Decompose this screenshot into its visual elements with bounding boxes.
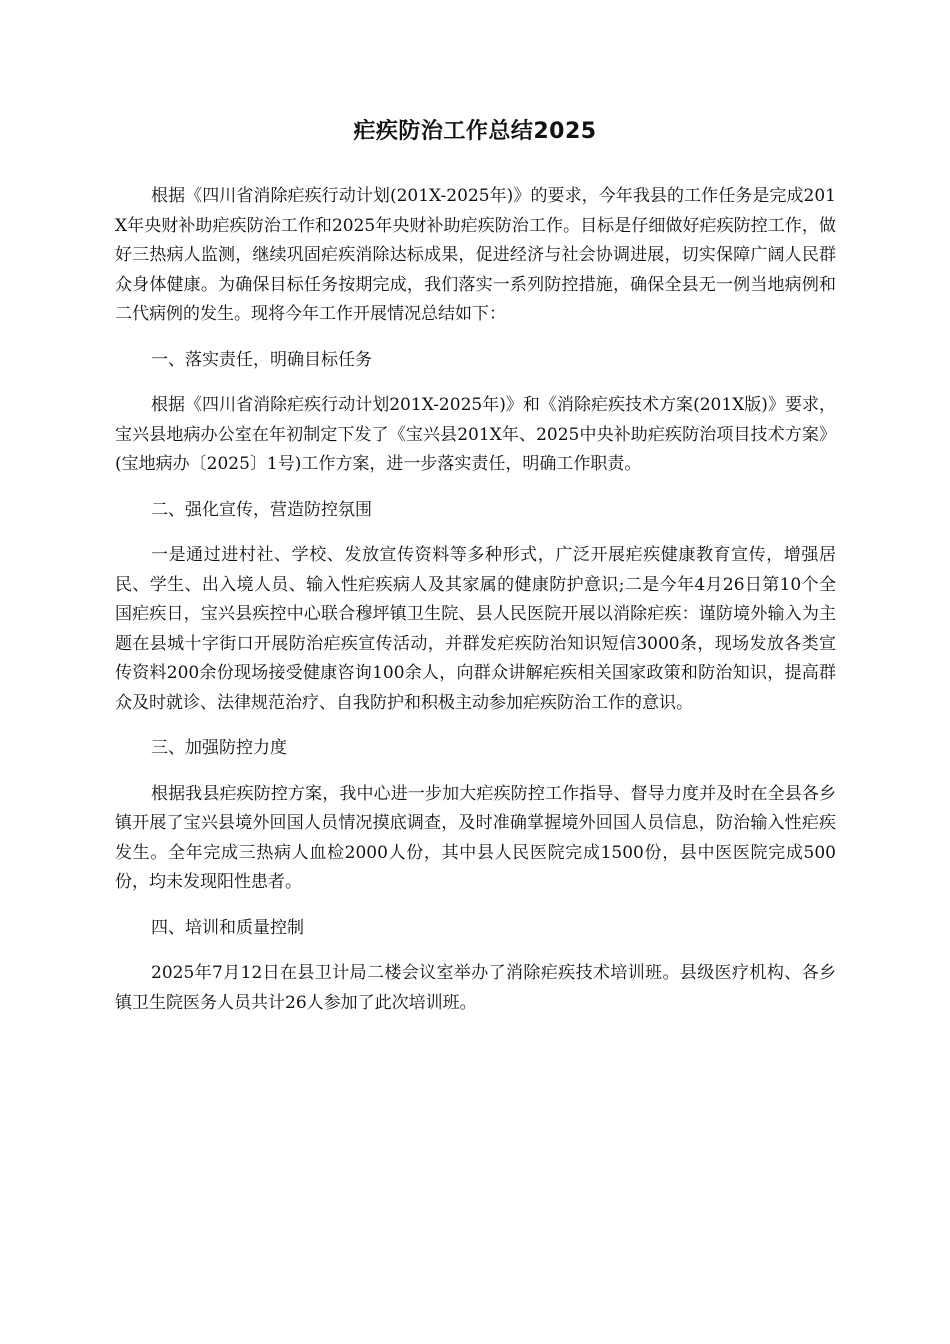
section-4-paragraph: 2025年7月12日在县卫计局二楼会议室举办了消除疟疾技术培训班。县级医疗机构、各乡镇卫生院医务人员共计26人参加了此次培训班。 <box>115 963 836 1013</box>
section-heading-1: 一、落实责任，明确目标任务 <box>151 349 372 370</box>
section-2-paragraph: 一是通过进村社、学校、发放宣传资料等多种形式，广泛开展疟疾健康教育宣传，增强居民、学生、出入境人员、输入性疟疾病人及其家属的健康防护意识;二是今年4月26日第10个全国疟疾日，宝兴县疾控中心联合穆坪镇卫生院、县人民医院开展以消除疟疾：谨防境外输入为主题在县城十字街口开展防治疟疾宣传活动，并群发疟疾防治知识短信3000条，现场发放各类宣传资料200余份现场接受健康咨询100余人，向群众讲解疟疾相关国家政策和防治知识，提高群众及时就诊、法律规范治疗、自我防护和积极主动参加疟疾防治工作的意识。 <box>115 545 836 713</box>
section-1-paragraph: 根据《四川省消除疟疾行动计划201X-2025年)》和《消除疟疾技术方案(201X版)》要求，宝兴县地病办公室在年初制定下发了《宝兴县201X年、2025中央补助疟疾防治项目技术方案》(宝地病办〔2025〕1号)工作方案，进一步落实责任，明确工作职责。 <box>115 395 836 474</box>
section-3-paragraph: 根据我县疟疾防控方案，我中心进一步加大疟疾防控工作指导、督导力度并及时在全县各乡镇开展了宝兴县境外回国人员情况摸底调查，及时准确掌握境外回国人员信息，防治输入性疟疾发生。全年完成三热病人血检2000人份，其中县人民医院完成1500份，县中医医院完成500份，均未发现阳性患者。 <box>115 783 836 892</box>
section-heading-3: 三、加强防控力度 <box>151 738 287 758</box>
intro-paragraph: 根据《四川省消除疟疾行动计划(201X-2025年)》的要求，今年我县的工作任务是完成201X年央财补助疟疾防治工作和2025年央财补助疟疾防治工作。目标是仔细做好疟疾防控工作，做好三热病人监测，继续巩固疟疾消除达标成果，促进经济与社会协调进展，切实保障广阔人民群众身体健康。为确保目标任务按期完成，我们落实一系列防控措施，确保全县无一例当地病例和二代病例的发生。现将今年工作开展情况总结如下： <box>115 186 836 324</box>
document-body <box>115 182 836 1034</box>
section-heading-2: 二、强化宣传，营造防控氛围 <box>151 499 372 520</box>
document-title: 疟疾防治工作总结2025 <box>353 119 597 144</box>
section-heading-4: 四、培训和质量控制 <box>151 917 304 938</box>
